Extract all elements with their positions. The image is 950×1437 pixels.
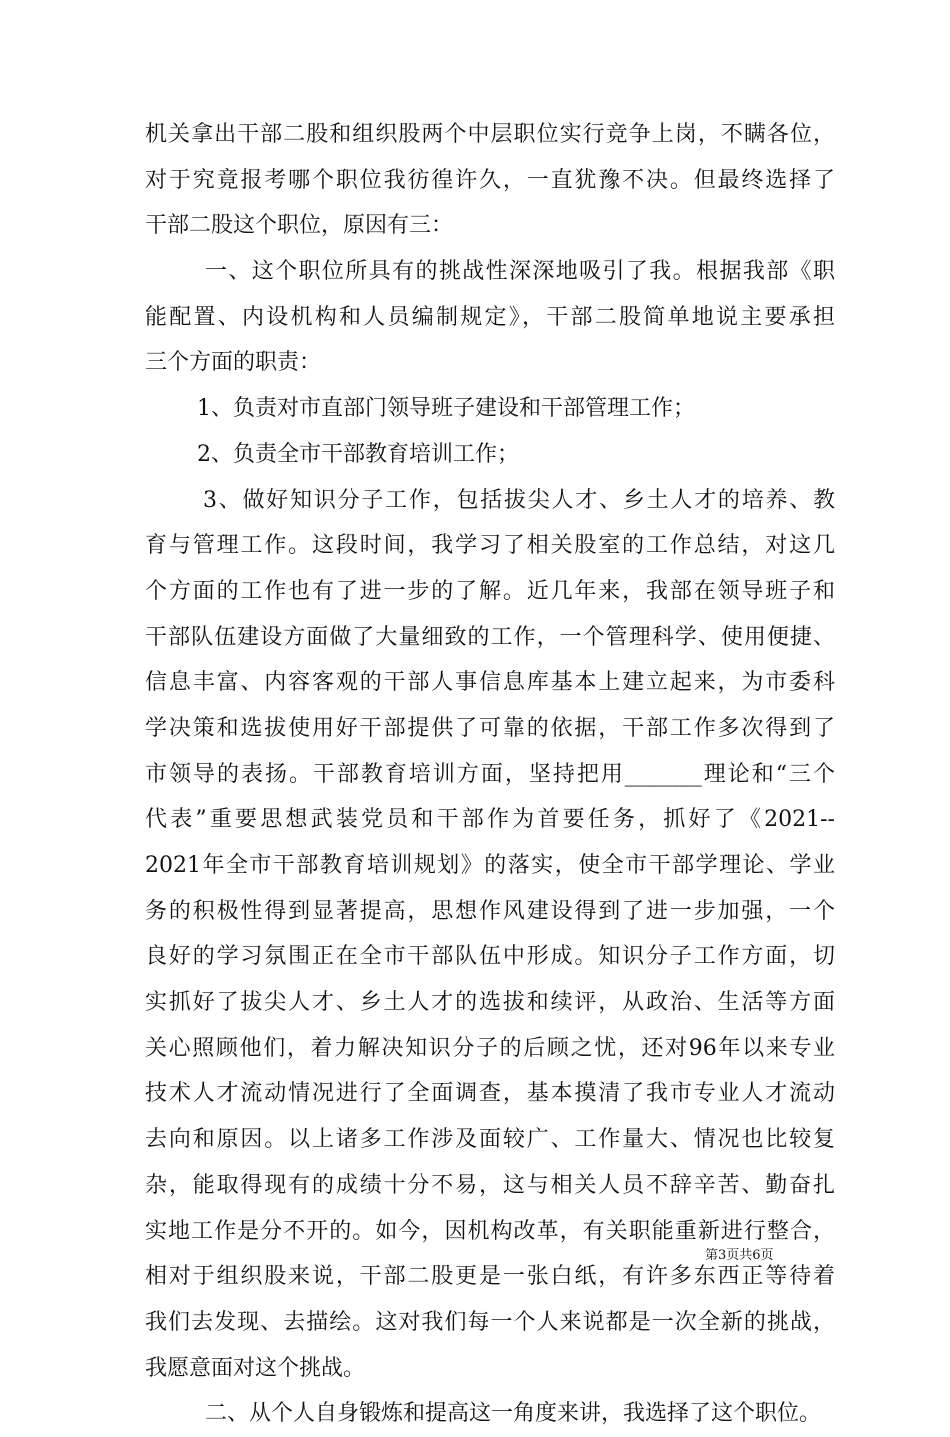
text-line-18: 务的积极性得到显著提高，思想作风建设得到了进一步加强，一个	[145, 898, 835, 924]
text-line-27: 我们去发现、去描绘。这对我们每一个人来说都是一次全新的挑战，	[145, 1309, 835, 1335]
text-line-2: 对于究竟报考哪个职位我彷徨许久，一直犹豫不决。但最终选择了	[145, 167, 835, 193]
text-line-14: 学决策和选拔使用好干部提供了可靠的依据，干部工作多次得到了	[145, 715, 835, 741]
list-item-1: 1、负责对市直部门领导班子建设和干部管理工作；	[197, 396, 695, 422]
text-line-6: 三个方面的职责：	[145, 350, 322, 376]
text-line-10: 育与管理工作。这段时间，我学习了相关股室的工作总结，对这几	[145, 533, 835, 559]
text-line-4: 一、这个职位所具有的挑战性深深地吸引了我。根据我部《职	[205, 259, 835, 285]
text-line-24: 杂，能取得现有的成绩十分不易，这与相关人员不辞辛苦、勤奋扎	[145, 1172, 835, 1198]
text-line-29: 二、从个人自身锻炼和提高这一角度来讲，我选择了这个职位。	[205, 1401, 822, 1427]
text-line-5: 能配置、内设机构和人员编制规定》，干部二股简单地说主要承担	[145, 304, 835, 330]
text-line-16: 代表”重要思想武装党员和干部作为首要任务，抓好了《2021--	[145, 807, 835, 833]
text-line-25: 实地工作是分不开的。如今，因机构改革，有关职能重新进行整合，	[145, 1218, 835, 1244]
text-line-3: 干部二股这个职位，原因有三：	[145, 213, 454, 239]
list-item-3: 3、做好知识分子工作，包括拔尖人才、乡土人才的培养、教	[203, 487, 835, 513]
text-line-22: 技术人才流动情况进行了全面调查，基本摸清了我市专业人才流动	[145, 1081, 835, 1107]
text-line-23: 去向和原因。以上诸多工作涉及面较广、工作量大、情况也比较复	[145, 1127, 835, 1153]
document-body	[145, 112, 835, 1437]
text-line-15: 市领导的表扬。干部教育培训方面，坚持把用_______理论和“三个	[145, 761, 835, 787]
text-line-12: 干部队伍建设方面做了大量细致的工作，一个管理科学、使用便捷、	[145, 624, 835, 650]
text-line-20: 实抓好了拔尖人才、乡土人才的选拔和续评，从政治、生活等方面	[145, 990, 835, 1016]
list-item-2: 2、负责全市干部教育培训工作；	[197, 441, 519, 467]
text-line-21: 关心照顾他们，着力解决知识分子的后顾之忧，还对96年以来专业	[145, 1035, 835, 1061]
text-line-17: 2021年全市干部教育培训规划》的落实，使全市干部学理论、学业	[145, 853, 835, 878]
text-line-19: 良好的学习氛围正在全市干部队伍中形成。知识分子工作方面，切	[145, 944, 835, 970]
text-line-1: 机关拿出干部二股和组织股两个中层职位实行竞争上岗，不瞒各位，	[145, 122, 835, 147]
text-line-11: 个方面的工作也有了进一步的了解。近几年来，我部在领导班子和	[145, 578, 835, 604]
text-line-28: 我愿意面对这个挑战。	[145, 1355, 366, 1381]
text-line-26: 相对于组织股来说，干部二股更是一张白纸，有许多东西正等待着	[145, 1264, 835, 1290]
page-number-footer: 第3页共6页	[705, 1248, 774, 1263]
text-line-13: 信息丰富、内容客观的干部人事信息库基本上建立起来，为市委科	[145, 670, 835, 696]
